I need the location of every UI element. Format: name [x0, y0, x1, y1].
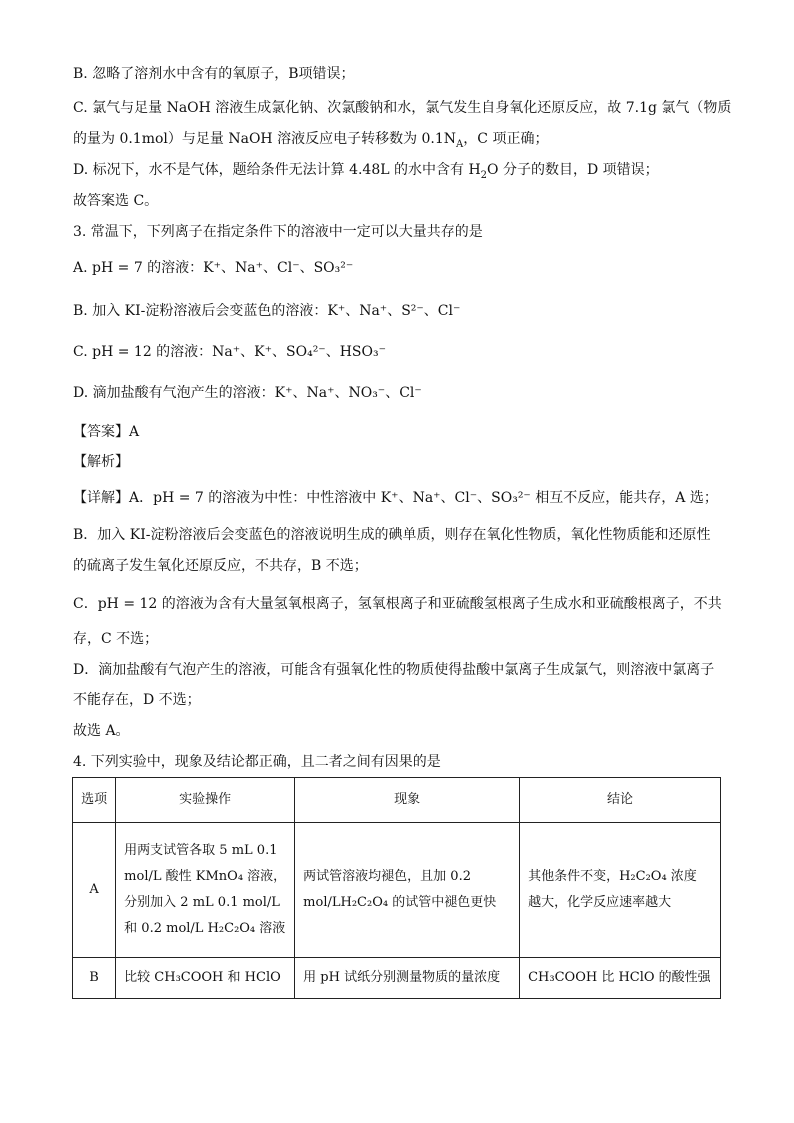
detail-tag: 【详解】 — [73, 490, 129, 506]
table-header-row — [73, 778, 721, 823]
analysis-line — [73, 452, 129, 472]
detail-b-2: 的硫离子发生氧化还原反应，不共存，B 不选； — [73, 558, 368, 574]
header-phenomenon: 现象 — [295, 778, 520, 823]
answer-line — [73, 422, 139, 442]
cell-line: 其他条件不变，H₂C₂O₄ 浓度 — [528, 869, 697, 884]
text-line: 故答案选 C。 — [73, 193, 159, 209]
option-d: D. 滴加盐酸有气泡产生的溶液：K⁺、Na⁺、NO₃⁻、Cl⁻ — [73, 385, 422, 401]
cell-line: 越大，化学反应速率越大 — [528, 895, 672, 910]
question-4-stem: 4. 下列实验中，现象及结论都正确，且二者之间有因果的是 — [73, 754, 441, 770]
cell-line: 两试管溶液均褪色，且加 0.2 — [303, 869, 471, 884]
cell-conclusion — [520, 823, 721, 958]
cell-phenomenon — [295, 823, 520, 958]
detail-d-1: D．滴加盐酸有气泡产生的溶液，可能含有强氧化性的物质使得盐酸中氯离子生成氯气，则溶液中氯离子 — [73, 662, 715, 678]
cell-line: mol/L 酸性 KMnO₄ 溶液， — [124, 869, 287, 884]
cell-phenomenon: 用 pH 试纸分别测量物质的量浓度 — [295, 958, 520, 999]
header-operation: 实验操作 — [116, 778, 295, 823]
cell-operation: 比较 CH₃COOH 和 HClO — [116, 958, 295, 999]
cell-conclusion: CH₃COOH 比 HClO 的酸性强 — [520, 958, 721, 999]
text-span: 的量为 0.1mol）与足量 NaOH 溶液反应电子转移数为 0.1N — [73, 131, 457, 147]
cell-option: A — [73, 823, 116, 958]
detail-conclusion: 故选 A。 — [73, 723, 130, 739]
text-span: ，C 项正确； — [463, 131, 549, 147]
cell-operation — [116, 823, 295, 958]
text-span: A．pH = 7 的溶液为中性：中性溶液中 K⁺、Na⁺、Cl⁻、SO₃²⁻ 相互不反应，能共存，A 选； — [129, 490, 718, 506]
option-c: C. pH = 12 的溶液：Na⁺、K⁺、SO₄²⁻、HSO₃⁻ — [73, 344, 386, 360]
cell-option: B — [73, 958, 116, 999]
header-option: 选项 — [73, 778, 116, 823]
subscript: 2 — [480, 169, 488, 181]
subscript: A — [456, 138, 464, 150]
text-line: C. 氯气与足量 NaOH 溶液生成氯化钠、次氯酸钠和水，氯气发生自身氧化还原反应，故 7.1g 氯气（物质 — [73, 100, 732, 116]
cell-line: 和 0.2 mol/L H₂C₂O₄ 溶液 — [124, 921, 286, 936]
detail-c-1: C．pH = 12 的溶液为含有大量氢氧根离子，氢氧根离子和亚硫酸氢根离子生成水和亚硫酸根离子，不共 — [73, 596, 722, 612]
text-line: B. 忽略了溶剂水中含有的氧原子，B项错误； — [73, 66, 355, 82]
text-line — [73, 129, 548, 155]
cell-line: 用两支试管各取 5 mL 0.1 — [124, 843, 278, 858]
option-b: B. 加入 KI-淀粉溶液后会变蓝色的溶液：K⁺、Na⁺、S²⁻、Cl⁻ — [73, 303, 461, 319]
question-3-stem: 3. 常温下，下列离子在指定条件下的溶液中一定可以大量共存的是 — [73, 224, 483, 240]
analysis-tag: 【解析】 — [73, 454, 129, 470]
option-a: A. pH = 7 的溶液：K⁺、Na⁺、Cl⁻、SO₃²⁻ — [73, 260, 354, 276]
table-row — [73, 823, 721, 958]
text-span: O 分子的数目，D 项错误； — [487, 162, 659, 178]
answer-value: A — [129, 424, 140, 440]
table-row — [73, 958, 721, 999]
header-conclusion: 结论 — [520, 778, 721, 823]
cell-line: mol/LH₂C₂O₄ 的试管中褪色更快 — [303, 895, 497, 910]
detail-c-2: 存，C 不选； — [73, 631, 159, 647]
answer-tag: 【答案】 — [73, 424, 129, 440]
detail-a — [73, 488, 718, 508]
text-span: D. 标况下，水不是气体，题给条件无法计算 4.48L 的水中含有 H — [73, 162, 481, 178]
detail-d-2: 不能存在，D 不选； — [73, 692, 201, 708]
text-line — [73, 160, 659, 186]
cell-line: 分别加入 2 mL 0.1 mol/L — [124, 895, 280, 910]
experiment-table — [72, 777, 721, 999]
detail-b-1: B．加入 KI-淀粉溶液后会变蓝色的溶液说明生成的碘单质，则存在氧化性物质，氧化性物质能和还原性 — [73, 527, 711, 543]
